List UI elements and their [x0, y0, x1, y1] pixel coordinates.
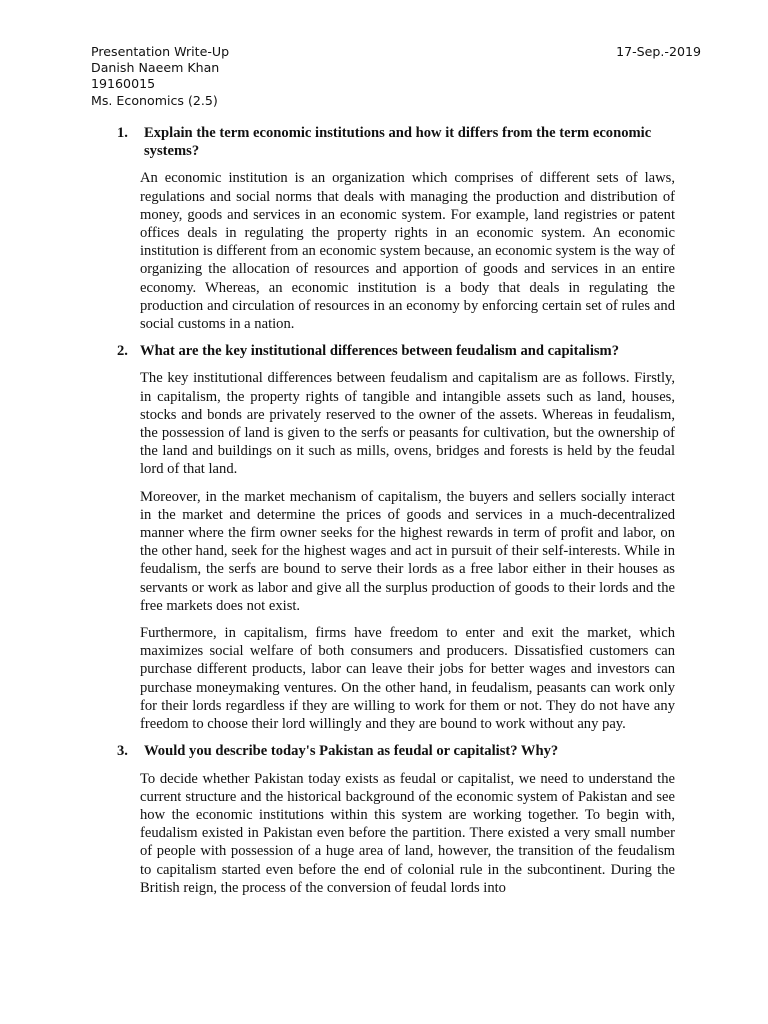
answer-3-paragraph-1: To decide whether Pakistan today exists as feudal or capitalist, we need to understand the current structure and the historical background of the economic system of Pakistan and see how the economic institutions within this system are working together. To begin with, feudalism existed in Pakistan even before the partition. There existed a very small number of people with possession of a huge area of land, however, the transition of the feudalism to capitalism started even before the end of colonial rule in the subcontinent. During the British reign, the process of the conversion of feudal lords into [140, 770, 675, 896]
header-date: 17-Sep.-2019 [616, 44, 701, 59]
question-3-text: Would you describe today's Pakistan as feudal or capitalist? Why? [144, 743, 559, 760]
header-title: Presentation Write-Up [91, 44, 230, 59]
question-2 [117, 342, 675, 360]
question-2-number: 2. [117, 343, 128, 360]
question-2-text: What are the key institutional differences between feudalism and capitalism? [140, 343, 620, 360]
question-1 [117, 124, 675, 160]
answer-2-paragraph-1: The key institutional differences between feudalism and capitalism are as follows. Firstly, in capitalism, the property rights of tangible and intangible assets such as land, houses, stocks and bonds are privately reserved to the owner of the assets. Whereas in feudalism, the possession of land is given to the serfs or peasants for cultivation, but the ownership of the land and buildings on it such as mills, ovens, bridges and forests is held by the feudal lord of that land. [140, 370, 675, 478]
question-3 [117, 742, 675, 760]
document-header [91, 44, 701, 109]
answer-2-paragraph-3: Furthermore, in capitalism, firms have freedom to enter and exit the market, which maximizes social welfare of both consumers and producers. Dissatisfied customers can purchase different products, labor can leave their jobs for better wages and investors can purchase moneymaking ventures. On the other hand, in feudalism, peasants can work only for their lords regardless if they are willing to work for them or not. They do not have any freedom to choose their lord willingly and they are bound to work without any pay. [140, 625, 675, 733]
question-1-text: Explain the term economic institutions and how it differs from the term economic systems? [144, 125, 652, 160]
question-3-number: 3. [117, 743, 128, 760]
header-id: 19160015 [91, 76, 156, 92]
answer-2-paragraph-2: Moreover, in the market mechanism of capitalism, the buyers and sellers socially interact in the market and determine the prices of goods and services in a much-decentralized manner where the firm owner seeks for the highest rewards in term of profit and labor, on the other hand, seek for the highest wages and act in pursuit of their self-interests. While in feudalism, the serfs are bound to serve their lords as a free labor either in their houses as servants or work as labor and give all the surplus production of goods to their lords and the free markets does not exist. [140, 488, 675, 614]
question-1-number: 1. [117, 125, 128, 141]
header-author: Danish Naeem Khan [91, 60, 220, 76]
answer-1-paragraph-1: An economic institution is an organization which comprises of different sets of laws, regulations and social norms that deals with managing the production and distribution of money, goods and services in an economic system. For example, land registries or patent offices deals in regulating the property rights in an economic system. An economic institution is different from an economic system because, an economic system is the way of organizing the allocation of resources and apportion of goods and services in an entire economy. Whereas, an economic institution is a body that deals in regulating the production and circulation of resources in an economy by enforcing certain set of rules and social customs in a nation. [140, 170, 675, 333]
header-program: Ms. Economics (2.5) [91, 92, 218, 108]
document-body [117, 124, 675, 897]
